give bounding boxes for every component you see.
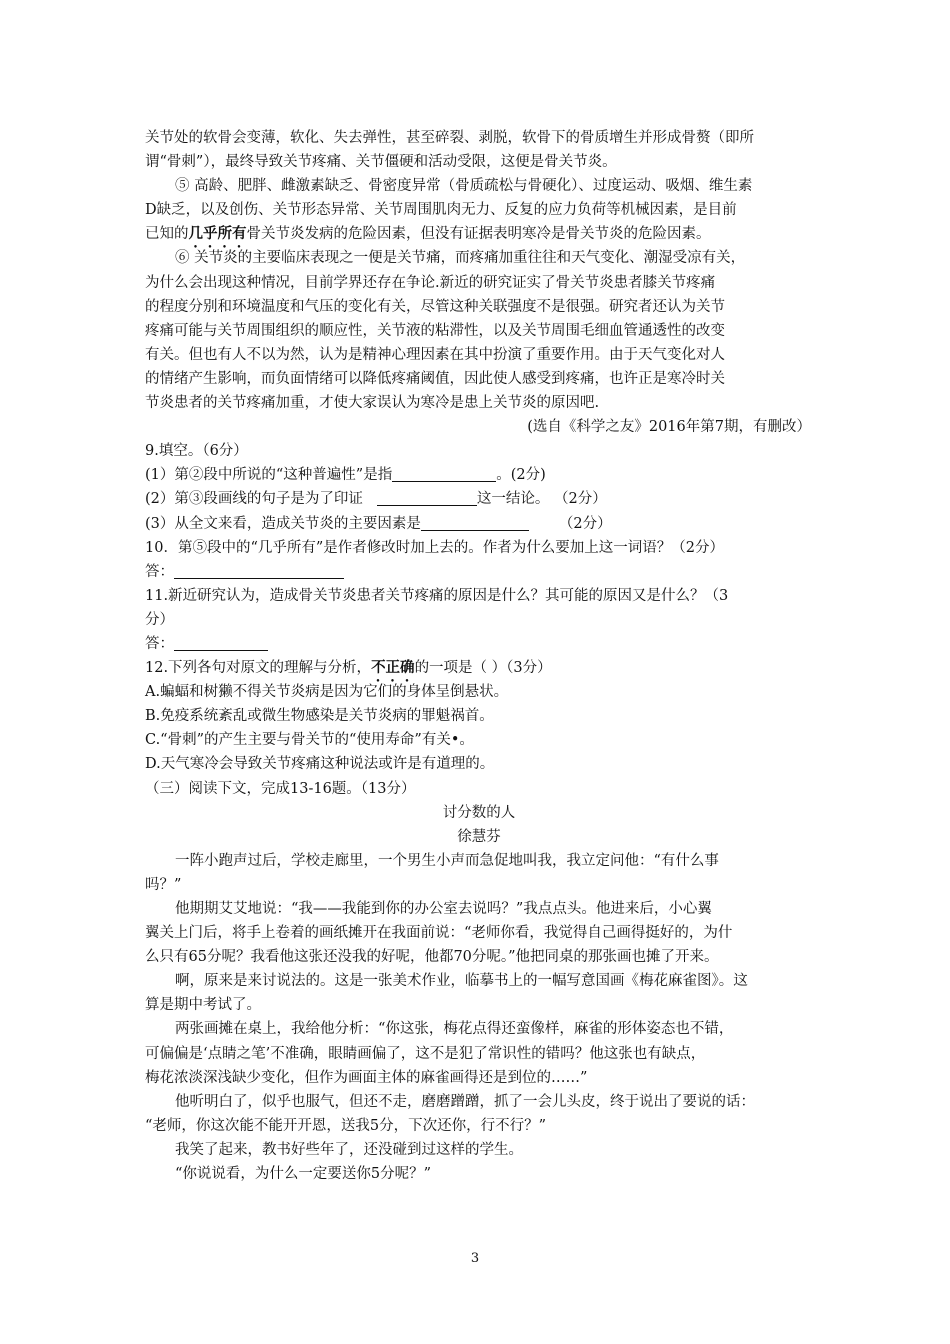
paragraph-6-line: 节炎患者的关节疼痛加重，才使大家误认为寒冷是患上关节炎的原因吧. [145,395,600,412]
section-heading: （三）阅读下文，完成13-16题。（13分） [145,780,416,797]
question-11-answer: 答： [145,632,813,656]
source-citation: (选自《科学之友》2016年第7期，有删改） [527,419,811,436]
text-line: 谓“骨刺”），最终导致关节疼痛、关节僵硬和活动受限，这便是骨关节炎。 [145,154,617,171]
story-author: 徐慧芬 [457,828,501,845]
story-line: 算是期中考试了。 [145,997,261,1014]
question-11: 11.新近研究认为，造成骨关节炎患者关节疼痛的原因是什么？其可能的原因又是什么？（3 [145,587,729,604]
option-c: C.“骨刺”的产生主要与骨关节的“使用寿命”有关•。 [145,732,474,749]
story-line: 么只有65分呢？我看他这张还没我的好呢，他都70分呢。”他把同桌的那张画也摊了开来。 [145,949,719,966]
story-line: 梅花浓淡深浅缺少变化，但作为画面主体的麻雀画得还是到位的……” [145,1069,588,1086]
story-line: 啊，原来是来讨说法的。这是一张美术作业，临摹书上的一幅写意国画《梅花麻雀图》。这 [175,973,748,990]
paragraph-5-line: D缺乏，以及创伤、关节形态异常、关节周围肌肉无力、反复的应力负荷等机械因素，是目前 [145,202,737,219]
question-9-title: 9.填空。（6分） [145,443,248,460]
story-line: 两张画摊在桌上，我给他分析：“你这张，梅花点得还蛮像样，麻雀的形体姿态也不错， [175,1021,734,1038]
text-line: 关节处的软骨会变薄，软化、失去弹性，甚至碎裂、剥脱，软骨下的骨质增生并形成骨赘（即所 [145,130,754,146]
story-line: 可偏偏是‘点睛之笔’不准确，眼睛画偏了，这不是犯了常识性的错吗？他这张也有缺点， [145,1045,706,1062]
paragraph-6-line: 的程度分别和环境温度和气压的变化有关，尽管这种关联强度不是很强。研究者还认为关节 [145,298,725,315]
story-line: “你说说看，为什么一定要送你5分呢？” [175,1166,432,1183]
question-9-sub-1: (1）第②段中所说的“这种普遍性”是指 。(2分) [145,467,546,484]
question-10: 10．第⑤段中的“几乎所有”是作者修改时加上去的。作者为什么要加上这一词语？（2分） [145,539,724,556]
paragraph-6-line: 为什么会出现这种情况，目前学界还存在争论.新近的研究证实了骨关节炎患者膝关节疼痛 [145,274,716,291]
question-9-sub-2: (2）第③段画线的句子是为了印证 这一结论。 （2分） [145,491,607,508]
story-line: 我笑了起来，教书好些年了，还没碰到过这样的学生。 [175,1141,523,1158]
question-9-sub-3: (3）从全文来看，造成关节炎的主要因素是 （2分） [145,515,612,532]
story-body [145,849,813,1186]
option-d: D.天气寒冷会导致关节疼痛这种说法或许是有道理的。 [145,756,495,773]
answer-blank[interactable] [377,489,477,506]
question-11-cont: 分） [145,611,174,628]
question-10-answer: 答： [145,560,813,584]
option-a: A.蝙蝠和树獭不得关节炎病是因为它们的身体呈倒悬状。 [145,684,509,701]
story-line: “老师，你这次能不能开开恩，送我5分，下次还你，行不行？” [145,1117,547,1134]
emphasized-phrase: 几乎所有 [188,225,247,243]
option-b: B.免疫系统紊乱或微生物感染是关节炎病的罪魁祸首。 [145,708,494,725]
story-line: 一阵小跑声过后，学校走廊里，一个男生小声而急促地叫我，我立定问他：“有什么事 [175,852,719,869]
answer-blank[interactable] [421,514,529,531]
answer-blank[interactable] [174,634,268,651]
paragraph-6-line: 有关。但也有人不以为然，认为是精神心理因素在其中扮演了重要作用。由于天气变化对人 [145,346,725,363]
answer-blank[interactable] [392,465,496,482]
story-title: 讨分数的人 [442,804,516,821]
paragraph-6-line: 疼痛可能与关节周围组织的顺应性，关节液的粘滞性，以及关节周围毛细血管通透性的改变 [145,322,725,339]
paragraph-6-line: ⑥ 关节炎的主要临床表现之一便是关节痛，而疼痛加重往往和天气变化、潮湿受凉有关， [175,250,746,267]
page-number: 3 [470,1251,480,1266]
paragraph-6-line: 的情绪产生影响，而负面情绪可以降低疼痛阈值，因此使人感受到疼痛，也许正是寒冷时关 [145,370,725,387]
paragraph-5-line: ⑤ 高龄、肥胖、雌激素缺乏、骨密度异常（骨质疏松与骨硬化）、过度运动、吸烟、维生素 [175,178,753,195]
paragraph-5-line: 已知的几乎所有骨关节炎发病的危险因素，但没有证据表明寒冷是骨关节炎的危险因素。 [145,225,711,243]
story-line: 翼关上门后，将手上卷着的画纸摊开在我面前说：“老师你看，我觉得自己画得挺好的，为什 [145,925,733,942]
emphasized-phrase: 不正确 [371,659,415,677]
story-line: 他听明白了，似乎也服气，但还不走，磨磨蹭蹭，抓了一会儿头皮，终于说出了要说的话： [175,1093,755,1110]
story-line: 他期期艾艾地说：“我——我能到你的办公室去说吗？”我点点头。他进来后，小心翼 [175,901,712,917]
question-12: 12.下列各句对原文的理解与分析，不正确的一项是（ ）（3分） [145,659,552,677]
answer-blank[interactable] [174,562,344,579]
story-line: 吗？” [145,876,182,893]
document-page [145,126,813,1186]
